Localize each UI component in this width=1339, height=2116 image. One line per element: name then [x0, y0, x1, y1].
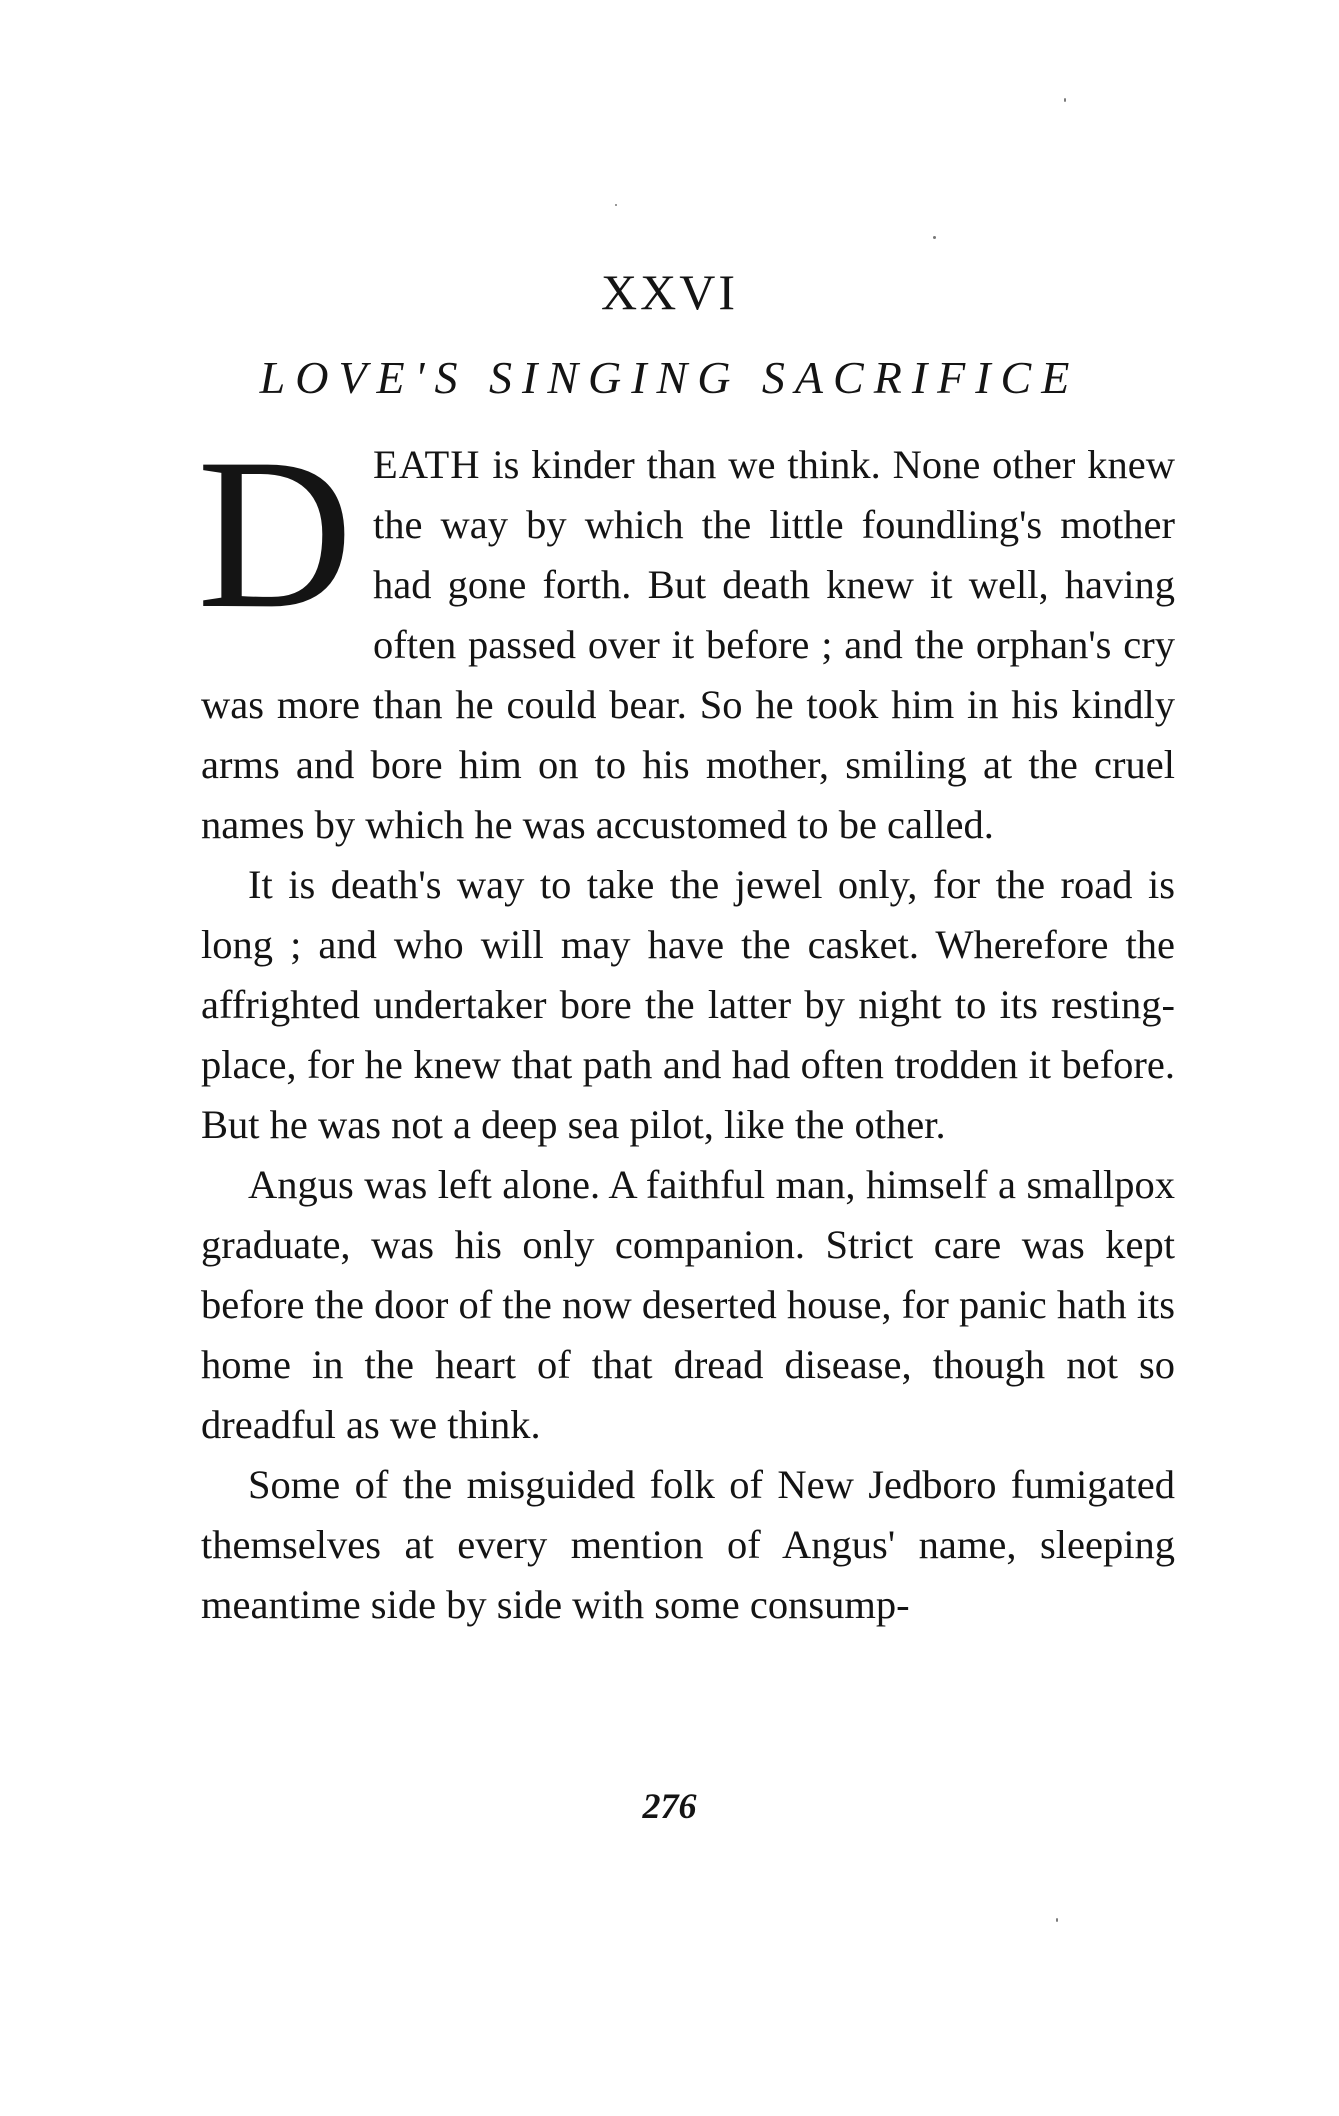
paragraph-3: Angus was left alone. A faithful man, himself a smallpox graduate, was his only companion. Strict care was kept before the door of the now deserted house, for panic hath its home in the heart of that dread disease, though not so dreadful as we think.	[201, 1162, 1175, 1447]
paragraph-4: Some of the misguided folk of New Jedboro fumigated themselves at every mention of Angus' name, sleeping meantime side by side with some consump-	[201, 1462, 1175, 1627]
body-text	[197, 414, 1175, 1635]
chapter-number: XXVI	[601, 264, 738, 320]
paragraph-2: It is death's way to take the jewel only, for the road is long ; and who will may have the casket. Wherefore the affrighted undertaker bore the latter by night to its resting-place, for he knew that path and had often trodden it before. But he was not a deep sea pilot, like the other.	[201, 862, 1175, 1147]
paper-speck	[615, 204, 617, 206]
paper-speck	[933, 236, 936, 239]
drop-cap-continuation: EATH	[373, 442, 481, 487]
drop-cap: D	[197, 414, 353, 653]
chapter-title: LOVE'S SINGING SACRIFICE	[259, 352, 1080, 403]
paper-speck	[1064, 98, 1066, 102]
paragraph-1	[197, 414, 1175, 855]
page-number: 276	[642, 1786, 697, 1826]
paper-speck	[1056, 1918, 1058, 1922]
paragraph-1-text: is kinder than we think. None other knew the way by which the little foundling's mother had gone forth. But death knew it well, having often passed over it before ; and the orphan's cry was more than he could bear. So he took him in his kindly arms and bore him on to his mother, smiling at the cruel names by which he was accustomed to be called.	[201, 442, 1175, 847]
